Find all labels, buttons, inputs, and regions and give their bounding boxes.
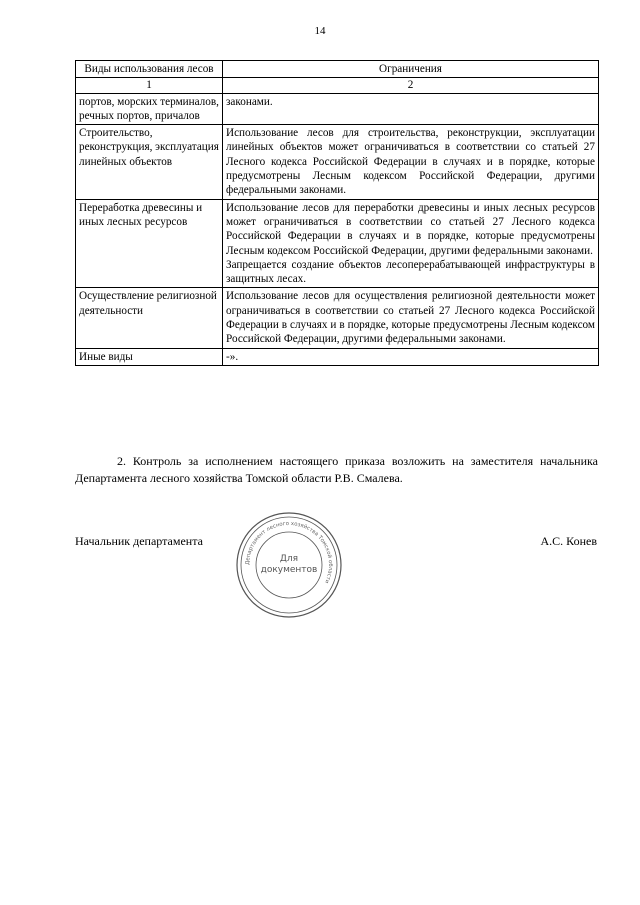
table-row <box>76 288 599 348</box>
row-restriction: законами. <box>223 93 599 125</box>
page-number: 14 <box>314 25 326 37</box>
restriction-paragraph: Использование лесов для переработки древесины и иных лесных ресурсов может ограничиваться в соответствии со статьей 27 Лесного кодекса Российской Федерации в случаях и в порядке, которые предусмотрены Лесным кодексом Российской Федерации, другими федеральными законами. <box>226 201 595 257</box>
column-number-1: 1 <box>76 78 223 93</box>
official-stamp <box>234 510 344 620</box>
row-restriction: Использование лесов для строительства, реконструкции, эксплуатации линейных объектов может ограничиваться в соответствии со статьей 27 Лесного кодекса Российской Федерации в случаях и в порядке, которые предусмотрены Лесным кодексом Российской Федерации, другими федеральными законами. <box>223 125 599 199</box>
stamp-text-line-2: документов <box>260 565 318 575</box>
header-forest-use: Виды использования лесов <box>76 61 223 78</box>
stamp-text-line-1: Для <box>279 554 299 564</box>
row-restriction: -». <box>223 348 599 365</box>
header-restrictions: Ограничения <box>223 61 599 78</box>
row-restriction: Использование лесов для осуществления религиозной деятельности может ограничиваться в соответствии со статьей 27 Лесного кодекса Российской Федерации в случаях и в порядке, которые предусмотрены Лесным кодексом Российской Федерации, другими федеральными законами. <box>223 288 599 348</box>
column-number-2: 2 <box>223 78 599 93</box>
table-row <box>76 93 599 125</box>
restrictions-table <box>75 60 599 366</box>
control-paragraph: 2. Контроль за исполнением настоящего приказа возложить на заместителя начальника Департамента лесного хозяйства Томской области Р.В. Смалева. <box>75 454 598 485</box>
row-kind: Осуществление религиозной деятельности <box>76 288 223 348</box>
row-restriction <box>223 199 599 288</box>
table-row <box>76 125 599 199</box>
table-numbering-row <box>76 78 599 93</box>
row-kind: Строительство, реконструкция, эксплуатация линейных объектов <box>76 125 223 199</box>
table-row <box>76 199 599 288</box>
stamp-ring-text: Департамент лесного хозяйства Томской области <box>244 520 333 585</box>
signatory-position: Начальник департамента <box>75 534 203 548</box>
restriction-paragraph: Запрещается создание объектов лесоперерабатывающей инфраструктуры в защитных лесах. <box>226 258 595 286</box>
row-kind: портов, морских терминалов, речных портов, причалов <box>76 93 223 125</box>
table-header-row <box>76 61 599 78</box>
signatory-name: А.С. Конев <box>540 534 597 548</box>
table-row <box>76 348 599 365</box>
row-kind: Переработка древесины и иных лесных ресурсов <box>76 199 223 288</box>
row-kind: Иные виды <box>76 348 223 365</box>
